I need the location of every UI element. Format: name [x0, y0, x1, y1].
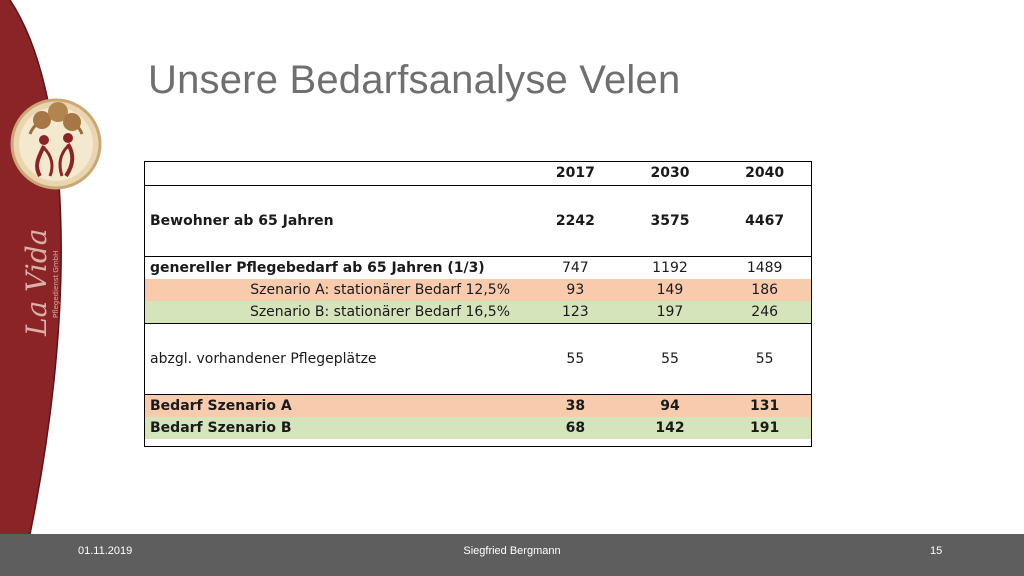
footer-author: Siegfried Bergmann	[463, 545, 561, 557]
table-row	[144, 324, 812, 395]
cell-value: 38	[528, 395, 623, 418]
svg-text:La Vida: La Vida	[20, 228, 53, 336]
cell-value: 191	[717, 417, 812, 439]
cell-value: 55	[623, 324, 718, 395]
cell-value: 2242	[555, 213, 595, 229]
slide-title: Unsere Bedarfsanalyse Velen	[148, 58, 681, 102]
row-label: Bedarf Szenario B	[144, 417, 528, 439]
cell-value: 123	[528, 301, 623, 324]
svg-text:Pflegedienst GmbH: Pflegedienst GmbH	[52, 250, 60, 318]
analysis-table	[144, 161, 812, 439]
row-label: Szenario A: stationärer Bedarf 12,5%	[144, 279, 528, 301]
row-label: abzgl. vorhandener Pflegeplätze	[144, 324, 528, 395]
cell-value: 186	[717, 279, 812, 301]
footer-date: 01.11.2019	[78, 545, 133, 557]
header-2040: 2040	[717, 161, 812, 186]
cell-value: 55	[528, 324, 623, 395]
table-row	[144, 257, 812, 280]
cell-value: 1192	[623, 257, 718, 280]
cell-value: 3575	[650, 213, 690, 229]
cell-value: 747	[528, 257, 623, 280]
cell-value: 93	[528, 279, 623, 301]
table-row	[144, 395, 812, 418]
cell-value: 142	[623, 417, 718, 439]
cell-value: 246	[717, 301, 812, 324]
row-label: Bedarf Szenario A	[144, 395, 528, 418]
header-2017: 2017	[528, 161, 623, 186]
row-label: genereller Pflegebedarf ab 65 Jahren (1/3)	[144, 257, 528, 280]
header-empty	[144, 161, 528, 186]
header-2030: 2030	[623, 161, 718, 186]
cell-value: 4467	[745, 213, 785, 229]
row-label: Szenario B: stationärer Bedarf 16,5%	[144, 301, 528, 324]
row-label: Bewohner ab 65 Jahren	[150, 213, 334, 229]
footer-page-number: 15	[930, 545, 943, 557]
header-row	[144, 161, 812, 186]
table-row	[144, 186, 812, 257]
cell-value: 94	[623, 395, 718, 418]
brand-logotype	[12, 200, 64, 340]
cell-value: 68	[528, 417, 623, 439]
cell-value: 197	[623, 301, 718, 324]
logo-icon	[8, 92, 104, 192]
cell-value: 1489	[717, 257, 812, 280]
cell-value: 131	[717, 395, 812, 418]
cell-value: 149	[623, 279, 718, 301]
table-row	[144, 417, 812, 439]
table-row	[144, 301, 812, 324]
table-row	[144, 279, 812, 301]
cell-value: 55	[717, 324, 812, 395]
footer-bar	[0, 534, 1024, 576]
